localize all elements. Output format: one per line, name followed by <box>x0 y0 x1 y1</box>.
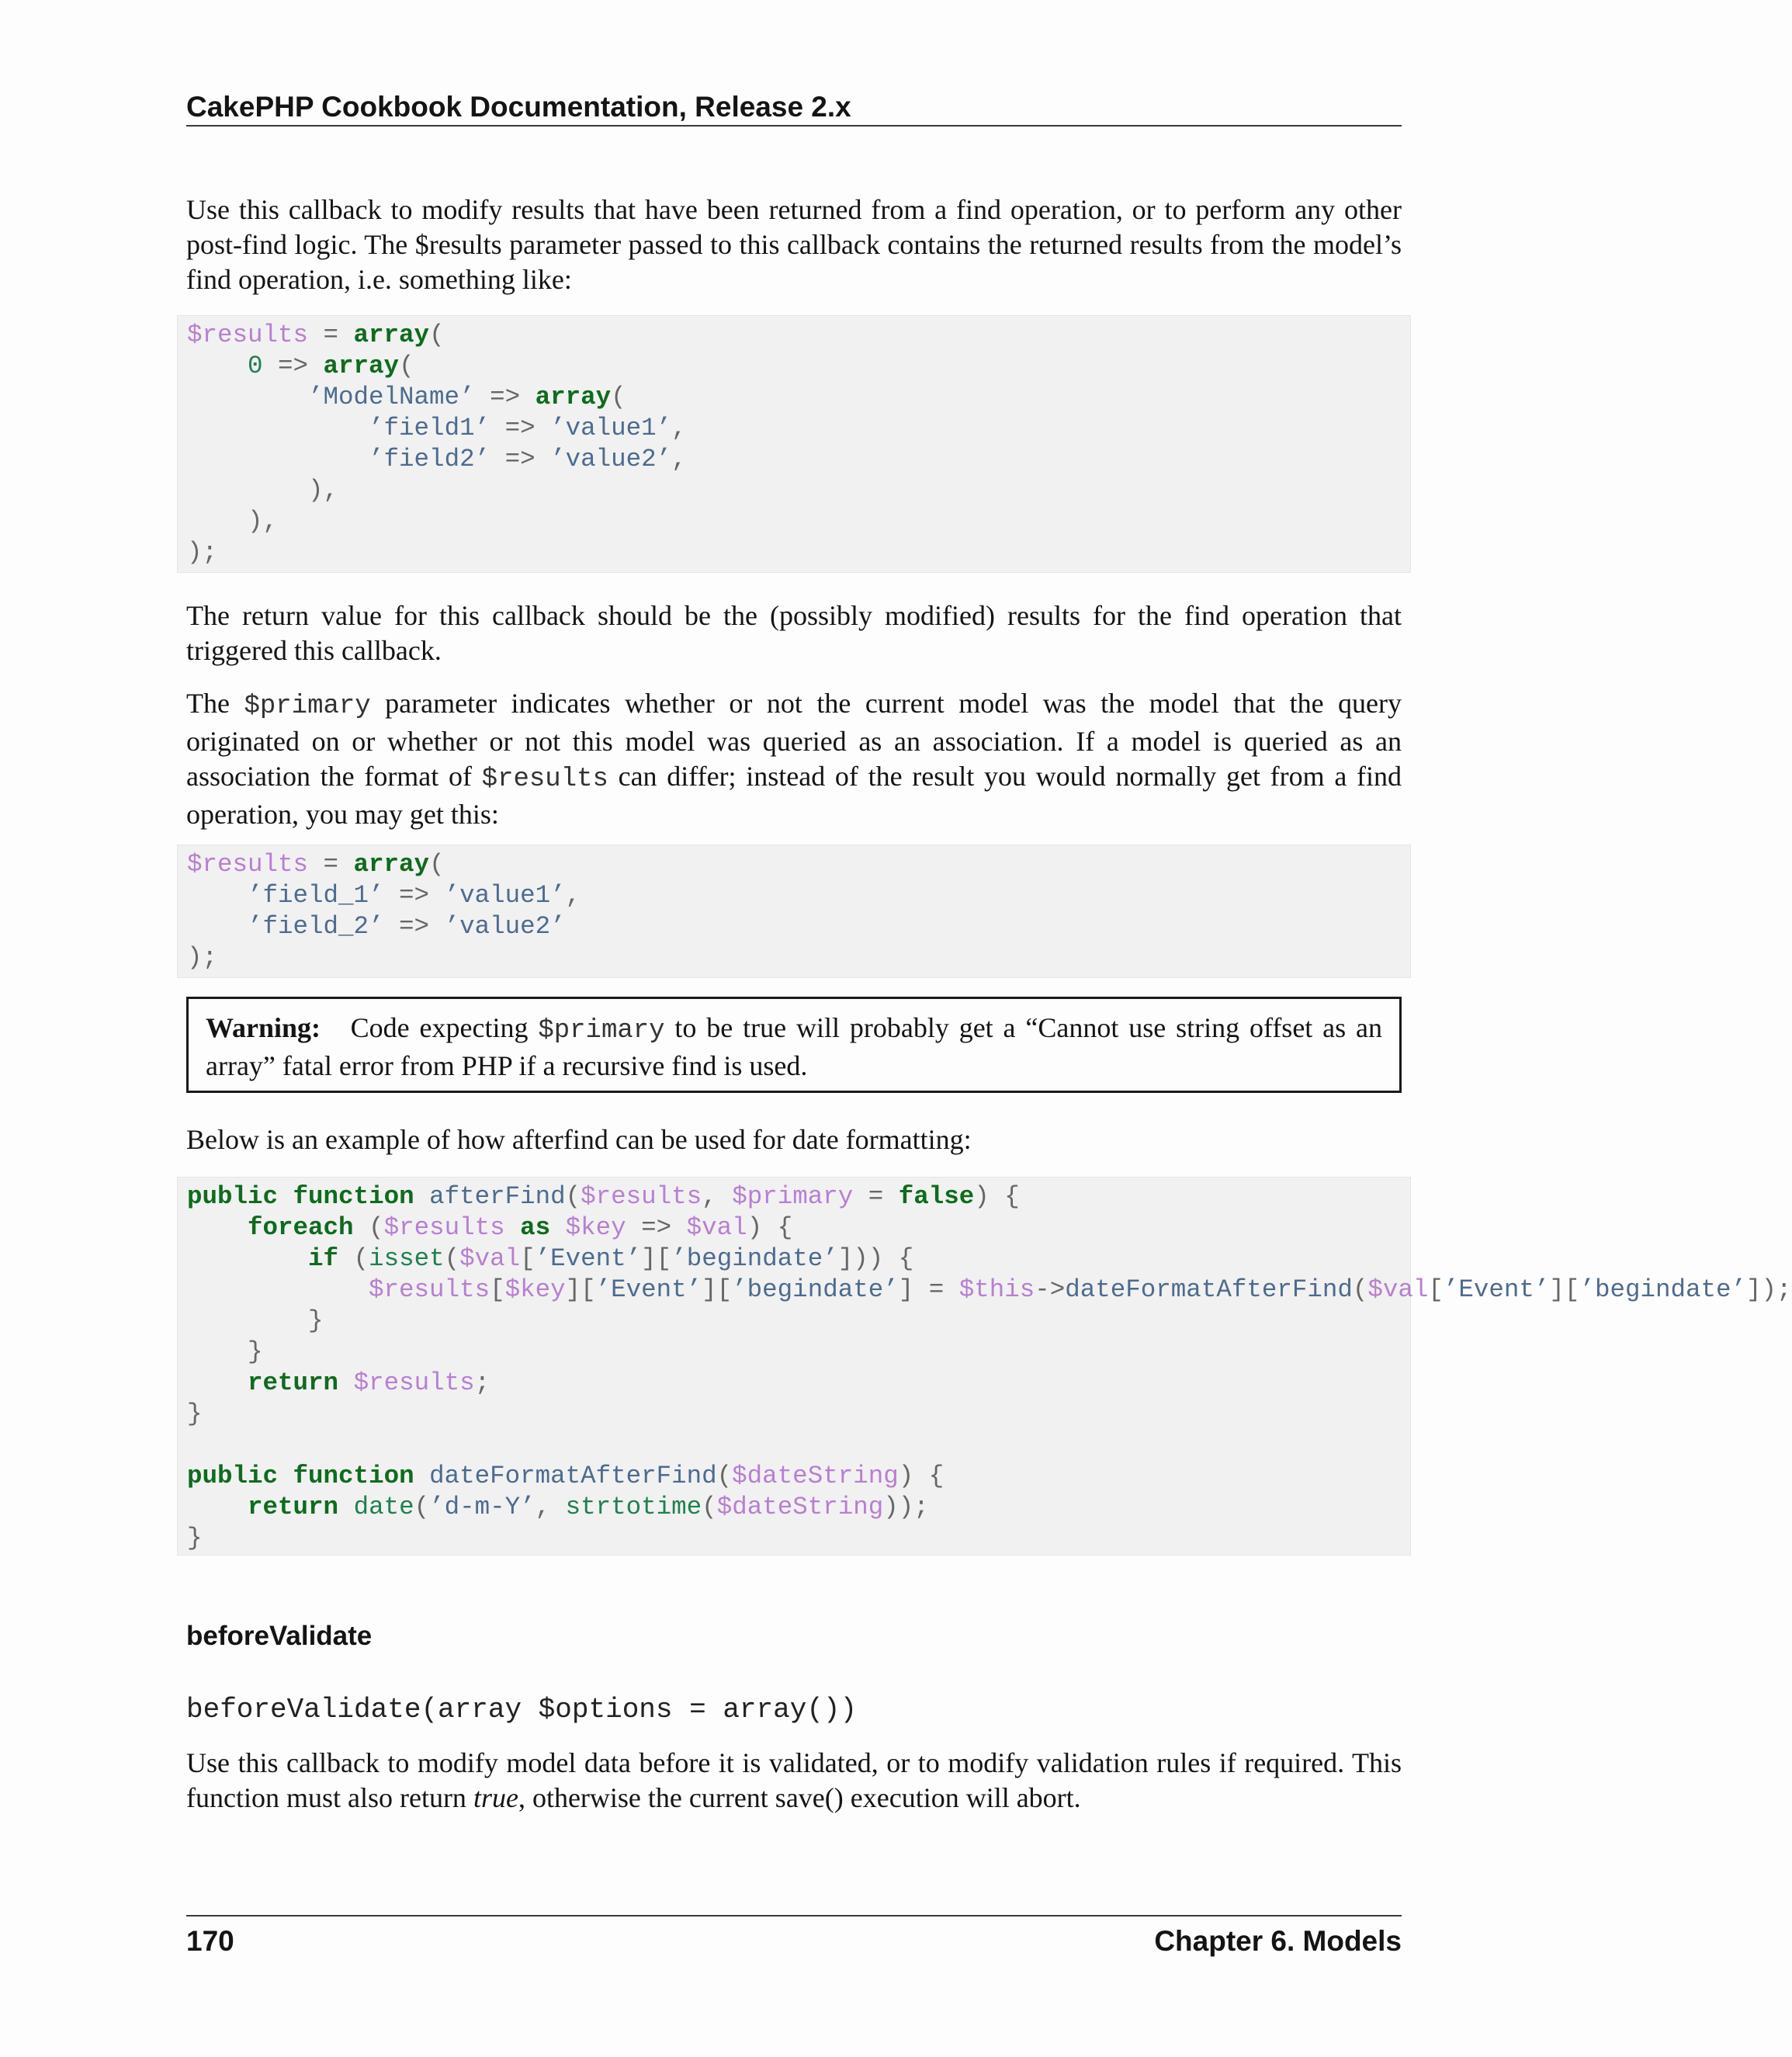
code-text <box>338 1368 354 1397</box>
code-number: strtotime <box>565 1493 702 1521</box>
code-keyword: array <box>353 321 430 349</box>
code-operator: [ <box>490 1275 505 1304</box>
method-signature: beforeValidate(array $options = array()) <box>186 1694 858 1726</box>
code-operator: => <box>490 445 551 473</box>
code-text <box>550 1213 566 1242</box>
code-operator: ( <box>399 352 414 380</box>
warning-label: Warning: <box>206 1012 321 1043</box>
text-run: to be true will probably get a “Cannot use string offset as an array” fatal error from PHP if a recursive find is used. <box>206 1012 1383 1081</box>
code-operator: ][ <box>641 1244 672 1273</box>
code-variable: $results <box>383 1213 505 1242</box>
code-variable: $results <box>187 321 309 349</box>
inline-code-results: $results <box>481 765 608 794</box>
code-string: ’field_2’ <box>248 912 384 941</box>
section-heading: beforeValidate <box>186 1621 373 1651</box>
code-block-text <box>187 1181 1792 1554</box>
paragraph-before-validate <box>186 1746 1402 1816</box>
warning-box <box>186 997 1402 1093</box>
code-keyword: public <box>187 1182 279 1211</box>
code-text <box>187 507 248 536</box>
code-keyword: array <box>353 850 430 879</box>
code-operator: , <box>671 445 687 473</box>
code-variable: $results <box>369 1275 490 1304</box>
chapter-title: Chapter 6. Models <box>1154 1925 1402 1957</box>
code-variable: $val <box>459 1244 521 1273</box>
code-variable: $this <box>958 1275 1035 1304</box>
code-number: date <box>353 1493 414 1521</box>
code-operator: [ <box>1428 1275 1444 1304</box>
code-string: ’ModelName’ <box>308 383 475 411</box>
code-operator: ); <box>187 538 218 567</box>
code-string: ’field_1’ <box>248 881 384 910</box>
code-text <box>278 1462 293 1490</box>
code-keyword: if <box>308 1244 339 1273</box>
code-operator: , <box>535 1493 566 1521</box>
emphasis-true: true <box>473 1782 518 1813</box>
code-operator: ), <box>248 507 279 536</box>
code-text <box>187 383 308 411</box>
code-text <box>187 1337 248 1366</box>
code-text <box>187 1244 308 1273</box>
inline-code-primary: $primary <box>538 1016 665 1046</box>
code-operator: ( <box>338 1244 369 1273</box>
code-operator: )); <box>883 1493 929 1521</box>
code-operator: ( <box>716 1462 733 1490</box>
footer-rule <box>186 1915 1402 1917</box>
code-operator: = <box>853 1182 899 1211</box>
code-operator: ) { <box>974 1182 1020 1211</box>
code-keyword: foreach <box>248 1213 354 1242</box>
code-keyword: public <box>187 1462 279 1490</box>
code-operator: } <box>248 1337 263 1366</box>
code-operator: , <box>671 414 687 442</box>
code-number: isset <box>369 1244 445 1273</box>
running-header: CakePHP Cookbook Documentation, Release 2.x <box>186 91 851 123</box>
paragraph-afterfind-example: Below is an example of how afterfind can be used for date formatting: <box>186 1124 972 1155</box>
code-text <box>187 1275 369 1304</box>
text-run: , otherwise the current save() execution will abort. <box>518 1782 1081 1813</box>
code-string: ’Event’ <box>1443 1275 1550 1304</box>
code-string: ’begindate’ <box>732 1275 899 1304</box>
code-operator: ][ <box>565 1275 596 1304</box>
code-variable: $dateString <box>732 1462 899 1490</box>
code-operator: = <box>308 321 354 349</box>
code-operator: ( <box>414 1493 430 1521</box>
code-text <box>278 1182 293 1211</box>
code-block-afterfind <box>177 1177 1792 1556</box>
code-operator: ( <box>565 1182 581 1211</box>
text-run: parameter indicates whether or not the current model was the model that the query originated on or whether or not this model was queried as an association. If a model is queried as an association the format of <box>186 688 1402 792</box>
paragraph-primary-param <box>186 686 1402 832</box>
paragraph-intro: Use this callback to modify results that have been returned from a find operation, or to perform any other post-find logic. The $results parameter passed to this callback contains the returned results from the model’s find operation, i.e. something like: <box>186 194 1402 295</box>
code-operator: ( <box>353 1213 384 1242</box>
code-block-association-results <box>177 845 1411 978</box>
code-operator: ])) { <box>837 1244 914 1273</box>
code-operator: ][ <box>1549 1275 1580 1304</box>
code-operator: } <box>187 1400 203 1428</box>
code-text <box>187 881 248 910</box>
inline-code-primary: $primary <box>244 692 371 721</box>
code-string: ’value1’ <box>444 881 566 910</box>
code-keyword: array <box>535 383 612 411</box>
code-operator: , <box>702 1182 733 1211</box>
code-keyword: function <box>293 1462 414 1490</box>
code-text <box>505 1213 521 1242</box>
code-operator: ) { <box>898 1462 945 1490</box>
code-operator: ( <box>611 383 626 411</box>
code-text <box>338 1493 354 1521</box>
code-keyword: function <box>293 1182 414 1211</box>
code-operator: -> <box>1035 1275 1066 1304</box>
code-string: ’begindate’ <box>1579 1275 1746 1304</box>
code-operator: => <box>383 881 445 910</box>
code-keyword: array <box>323 352 400 380</box>
code-variable: $results <box>581 1182 702 1211</box>
code-variable: $dateString <box>716 1493 884 1521</box>
code-string: ’Event’ <box>535 1244 642 1273</box>
code-keyword: as <box>520 1213 551 1242</box>
code-operator: ) { <box>747 1213 793 1242</box>
code-keyword: return <box>248 1368 339 1397</box>
code-operator: ( <box>444 1244 460 1273</box>
code-variable: $val <box>686 1213 747 1242</box>
code-operator: } <box>187 1524 203 1552</box>
code-text <box>187 1306 308 1335</box>
code-operator: ; <box>474 1368 490 1397</box>
code-operator: ( <box>702 1493 717 1521</box>
text-run: can differ; instead of the result you would normally get from a find operation, you may get this: <box>186 761 1402 830</box>
code-variable: $key <box>565 1213 626 1242</box>
code-text <box>187 414 369 442</box>
paragraph-return-value: The return value for this callback should be the (possibly modified) results for the find operation that triggered this callback. <box>186 600 1402 666</box>
code-string: ’Event’ <box>595 1275 702 1304</box>
text-run: Use this callback to modify model data before it is validated, or to modify validation rules if required. This function must also return <box>186 1747 1402 1813</box>
code-operator: ( <box>429 850 445 879</box>
code-string: ’field2’ <box>369 445 490 473</box>
code-operator: } <box>308 1306 324 1335</box>
code-text <box>187 1368 248 1397</box>
code-block-text <box>187 849 1410 973</box>
code-text <box>187 476 308 505</box>
code-operator: => <box>474 383 536 411</box>
code-string: ’value2’ <box>444 912 566 941</box>
code-text <box>187 1213 248 1242</box>
code-string: ’field1’ <box>369 414 490 442</box>
code-block-text <box>187 320 1410 568</box>
code-text <box>187 352 248 380</box>
code-string: ’d-m-Y’ <box>429 1493 536 1521</box>
code-operator: = <box>308 850 354 879</box>
code-string: afterFind <box>429 1182 566 1211</box>
text-run: The <box>186 688 244 719</box>
text-run: Code expecting <box>350 1012 539 1043</box>
code-string: dateFormatAfterFind <box>1065 1275 1353 1304</box>
code-operator: ( <box>1352 1275 1368 1304</box>
code-string: dateFormatAfterFind <box>429 1462 717 1490</box>
code-operator: => <box>626 1213 687 1242</box>
code-string: ’value1’ <box>550 414 672 442</box>
code-variable: $val <box>1367 1275 1429 1304</box>
code-string: ’value2’ <box>550 445 672 473</box>
code-operator: ]); <box>1745 1275 1792 1304</box>
code-operator: => <box>383 912 445 941</box>
code-operator: , <box>565 881 581 910</box>
header-rule <box>186 125 1402 127</box>
code-operator: => <box>262 352 324 380</box>
code-operator: ][ <box>702 1275 733 1304</box>
code-operator: ] = <box>898 1275 959 1304</box>
code-keyword: false <box>898 1182 975 1211</box>
code-operator: => <box>490 414 551 442</box>
code-operator: ); <box>187 943 218 972</box>
code-string: ’begindate’ <box>671 1244 838 1273</box>
code-variable: $results <box>187 850 309 879</box>
code-text <box>187 912 248 941</box>
code-text <box>187 445 369 473</box>
code-block-results-example <box>177 315 1411 573</box>
code-variable: $primary <box>732 1182 854 1211</box>
code-operator: [ <box>520 1244 536 1273</box>
page-number: 170 <box>186 1925 234 1957</box>
code-text <box>187 1493 248 1521</box>
code-operator: ), <box>308 476 339 505</box>
code-variable: $key <box>504 1275 566 1304</box>
code-operator: ( <box>429 321 445 349</box>
code-text <box>414 1462 430 1490</box>
code-variable: $results <box>353 1368 475 1397</box>
code-keyword: return <box>248 1493 339 1521</box>
code-text <box>414 1182 430 1211</box>
code-number: 0 <box>248 352 263 380</box>
